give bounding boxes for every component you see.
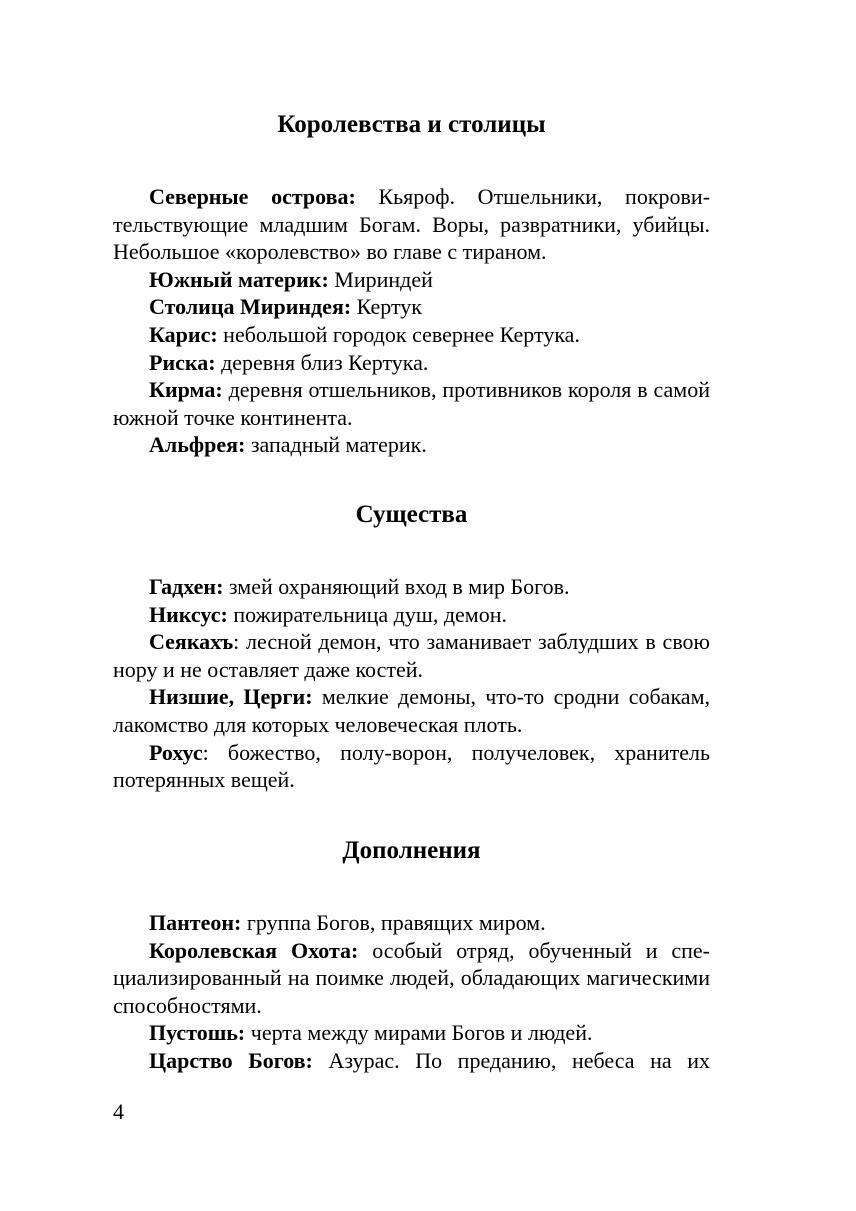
entry-term: Риска:: [149, 349, 216, 375]
entry-text: : божество, полу-ворон, получеловек, хранитель потерянных вещей.: [113, 739, 710, 793]
entry-text: мелкие демоны, что-то сродни собакам, лакомство для которых человеческая плоть.: [113, 684, 710, 737]
entry-text: Мириндей: [328, 266, 433, 292]
page-number: 4: [113, 1099, 124, 1124]
entry-term: Королевская Охота:: [149, 937, 359, 963]
glossary-entry: [113, 573, 710, 601]
entry-term: Гадхен:: [149, 574, 224, 599]
glossary-entry: [113, 321, 710, 349]
section-title: Дополнения: [342, 837, 481, 864]
entry-term: Северные острова:: [149, 184, 356, 209]
entry-term: Пантеон:: [149, 910, 242, 935]
section-title: Королевства и столицы: [277, 111, 546, 138]
section-creatures: [113, 500, 710, 794]
entry-term: Царство Богов:: [149, 1047, 313, 1073]
entry-text: небольшой городок севернее Кертука.: [217, 321, 580, 347]
entry-term: Южный материк:: [149, 266, 329, 292]
section-kingdoms: [113, 110, 710, 459]
glossary-entry: [113, 183, 710, 266]
glossary-entry: [113, 909, 710, 937]
glossary-entry: [113, 739, 710, 794]
glossary-entry: [113, 293, 710, 321]
section-additions: [113, 836, 710, 1075]
entry-term: Пустошь:: [149, 1020, 246, 1046]
entry-text: змей охраняющий вход в мир Богов.: [223, 574, 570, 599]
glossary-entry: [113, 1019, 710, 1047]
glossary-entry: [113, 683, 710, 738]
entry-text: группа Богов, правящих миром.: [241, 910, 546, 935]
entry-term: Карис:: [149, 321, 218, 347]
glossary-entry: [113, 1047, 710, 1075]
glossary-entry: [113, 349, 710, 377]
entry-term: Альфрея:: [149, 432, 246, 458]
entry-text: Азурас. По преданию, небеса на их: [312, 1047, 710, 1073]
section-title: Существа: [355, 501, 468, 528]
glossary-entry: [113, 601, 710, 629]
glossary-entry: [113, 376, 710, 431]
entry-text: западный материк.: [245, 432, 427, 458]
entry-term: Столица Мириндея:: [149, 294, 352, 320]
entry-text: пожирательница душ, демон.: [227, 601, 507, 627]
entry-term: Рохус: [149, 739, 203, 765]
entry-term: Кирма:: [149, 377, 223, 403]
entry-text: особый отряд, обученный и специализированный на поимке людей, обладающих магическими способностями.: [113, 937, 710, 1018]
entry-text: : лесной демон, что заманивает заблудших в свою нору и не оставляет даже костей.: [113, 629, 710, 682]
entry-text: деревня отшельников, противников короля в самой южной точке континента.: [113, 377, 710, 430]
glossary-entry: [113, 628, 710, 683]
entry-text: Кертук: [351, 294, 422, 320]
entry-text: деревня близ Кертука.: [215, 349, 429, 375]
entry-term: Низшие, Церги:: [149, 684, 313, 710]
glossary-entry: [113, 431, 710, 459]
glossary-entry: [113, 937, 710, 1020]
entry-term: Никсус:: [149, 601, 228, 627]
glossary-entry: [113, 266, 710, 294]
entry-text: Кьяроф. Отшельники, покровительствующие младшим Богам. Воры, развратники, убийцы. Небольшое «королевство» во главе с тираном.: [113, 184, 711, 265]
entry-text: черта между мирами Богов и людей.: [245, 1020, 593, 1046]
entry-term: Сеякахъ: [149, 629, 234, 655]
